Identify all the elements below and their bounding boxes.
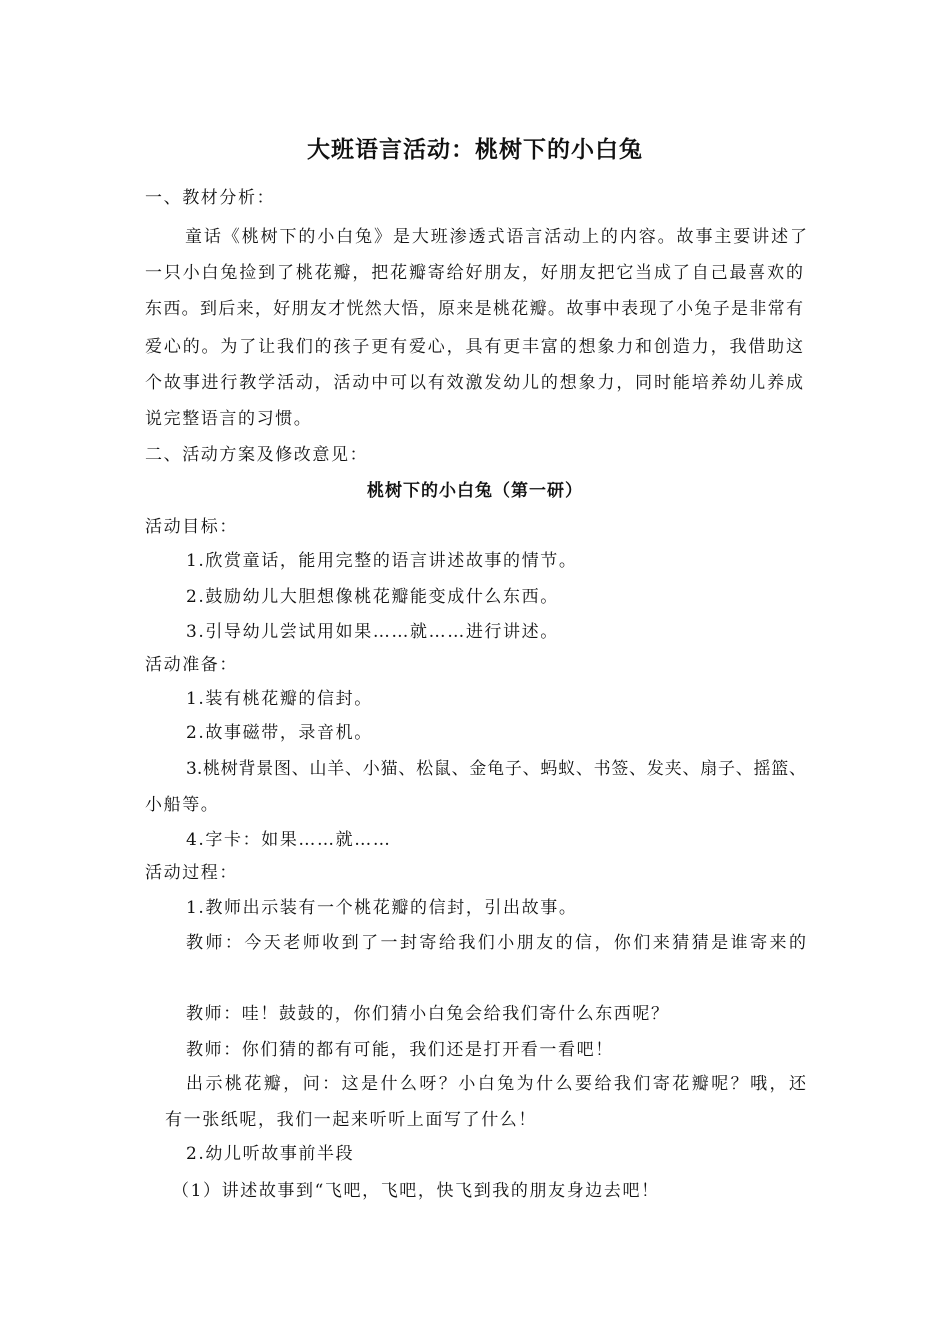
paragraph-line: 东西。到后来，好朋友才恍然大悟，原来是桃花瓣。故事中表现了小兔子是非常有 [145,299,803,319]
paragraph-line: 童话《桃树下的小白兔》是大班渗透式语言活动上的内容。故事主要讲述了 [185,227,807,247]
document-title: 大班语言活动：桃树下的小白兔 [307,136,643,163]
prep-heading: 活动准备： [145,655,238,675]
paragraph-line: 一只小白兔捡到了桃花瓣，把花瓣寄给好朋友，好朋友把它当成了自己最喜欢的 [145,263,803,283]
process-line: （1）讲述故事到“飞吧，飞吧，快飞到我的朋友身边去吧！ [172,1181,660,1201]
section-heading-analysis: 一、教材分析： [145,188,276,208]
process-heading: 活动过程： [145,863,238,883]
paragraph-line: 个故事进行教学活动，活动中可以有效激发幼儿的想象力，同时能培养幼儿养成 [145,373,803,393]
goal-item: 3.引导幼儿尝试用如果……就……进行讲述。 [186,622,559,642]
paragraph-line: 说完整语言的习惯。 [145,409,313,429]
process-line: 出示桃花瓣，问：这是什么呀？小白兔为什么要给我们寄花瓣呢？哦，还 [186,1074,806,1094]
lesson-subtitle: 桃树下的小白兔（第一研） [367,481,583,501]
process-line: 教师：哇！鼓鼓的，你们猜小白兔会给我们寄什么东西呢？ [186,1004,670,1024]
process-line: 1.教师出示装有一个桃花瓣的信封，引出故事。 [186,898,578,918]
prep-item: 2.故事磁带，录音机。 [186,723,373,743]
process-line: 教师：你们猜的都有可能，我们还是打开看一看吧！ [186,1040,614,1060]
paragraph-line: 爱心的。为了让我们的孩子更有爱心，具有更丰富的想象力和创造力，我借助这 [145,337,803,357]
prep-item-continued: 小船等。 [145,795,220,815]
process-line: 教师：今天老师收到了一封寄给我们小朋友的信，你们来猜猜是谁寄来的 [186,933,806,953]
goals-heading: 活动目标： [145,517,238,537]
goal-item: 2.鼓励幼儿大胆想像桃花瓣能变成什么东西。 [186,587,559,607]
prep-item: 3.桃树背景图、山羊、小猫、松鼠、金龟子、蚂蚁、书签、发夹、扇子、摇篮、 [186,759,806,779]
goal-item: 1.欣赏童话，能用完整的语言讲述故事的情节。 [186,551,578,571]
prep-item: 4.字卡：如果……就…… [186,830,392,850]
section-heading-plan: 二、活动方案及修改意见： [145,445,369,465]
prep-item: 1.装有桃花瓣的信封。 [186,689,373,709]
process-line: 2.幼儿听故事前半段 [186,1144,355,1164]
process-line: 有一张纸呢，我们一起来听听上面写了什么！ [165,1110,537,1130]
